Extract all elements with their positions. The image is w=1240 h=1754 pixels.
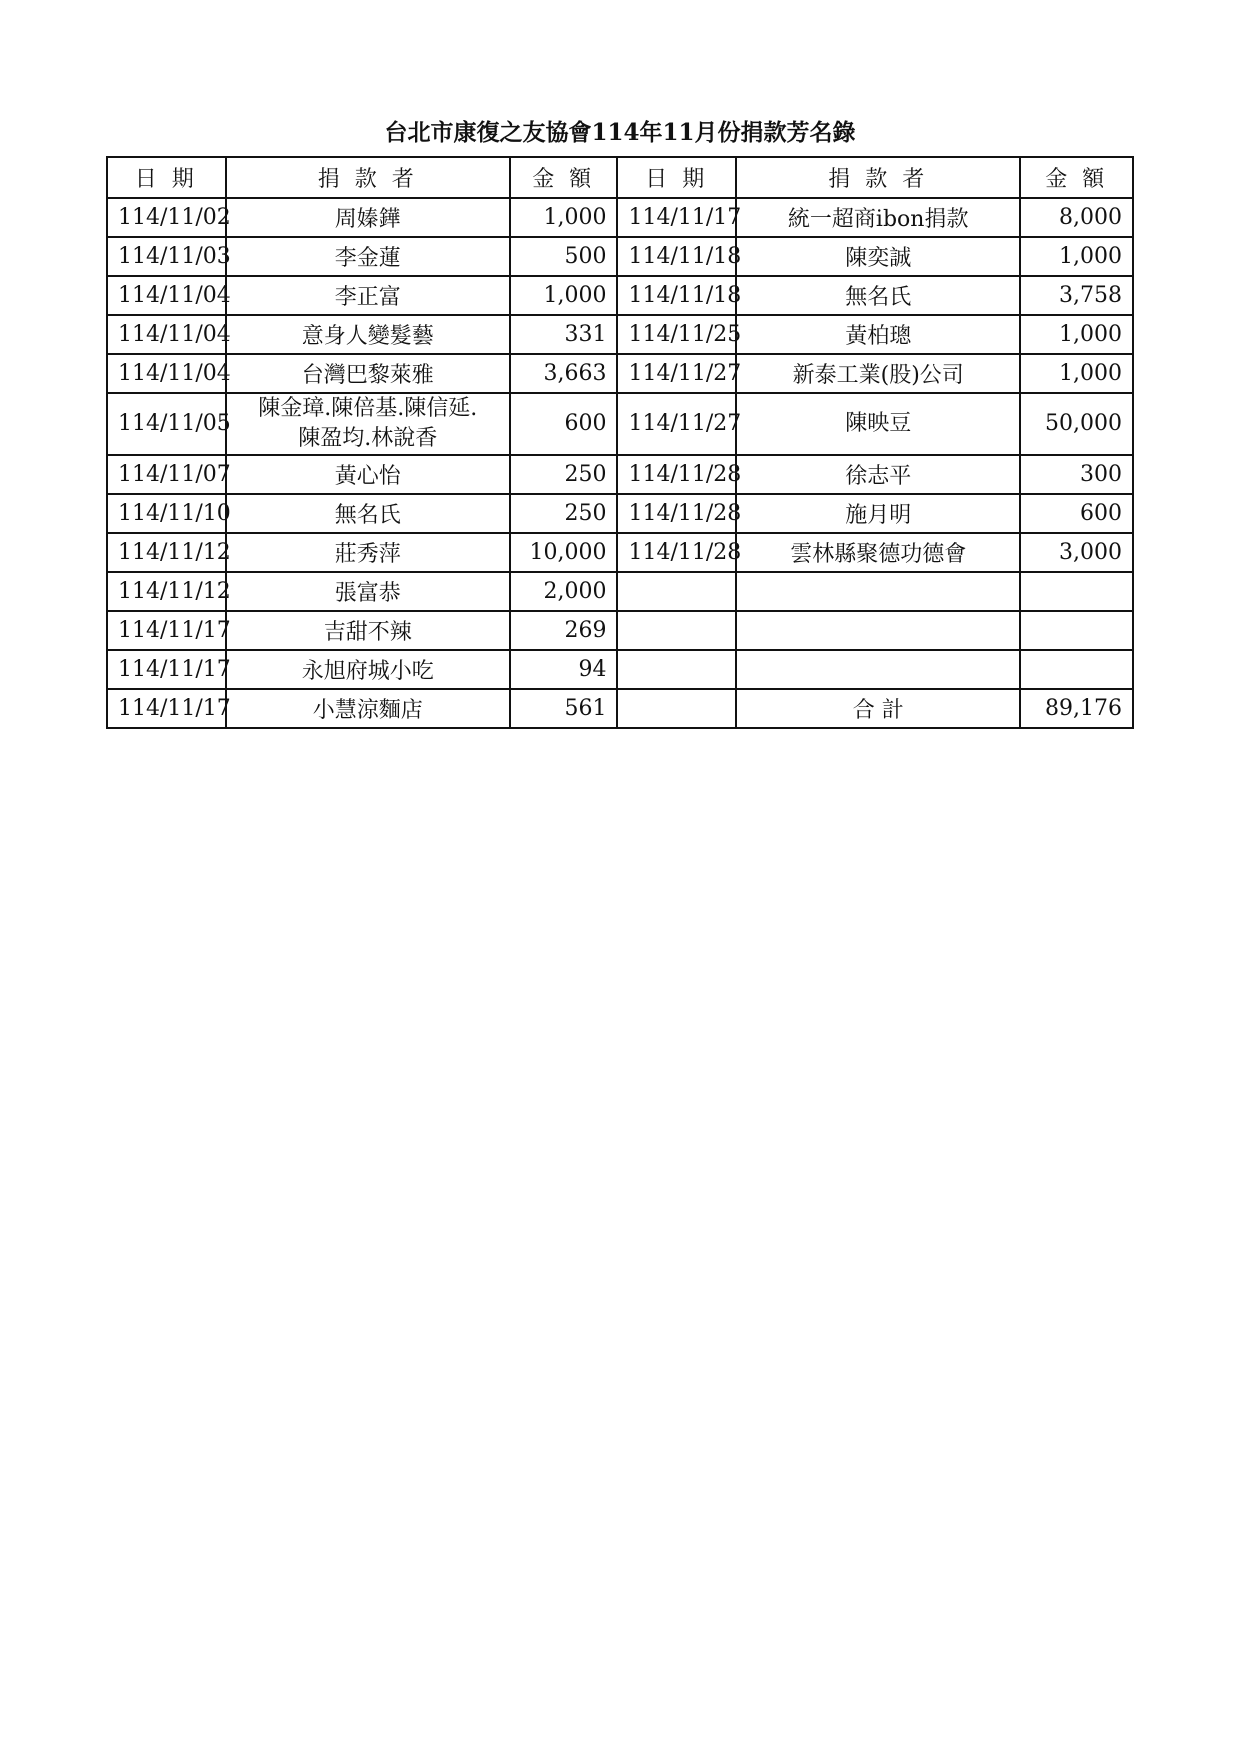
left-amount-cell: 269 <box>510 611 618 650</box>
table-row <box>107 315 1133 354</box>
donor-name-line: 永旭府城小吃 <box>301 659 434 684</box>
donor-name-line: 意身人變髮藝 <box>301 324 434 349</box>
table-row <box>107 494 1133 533</box>
left-date-cell: 114/11/04 <box>107 276 226 315</box>
left-date-cell: 114/11/03 <box>107 237 226 276</box>
left-date-cell: 114/11/02 <box>107 198 226 237</box>
donor-name-line: 李金蓮 <box>334 246 401 271</box>
donor-name-line: 陳金璋.陳倍基.陳信延. <box>258 396 478 421</box>
right-donor-cell: 黃柏璁 <box>736 315 1020 354</box>
table-row <box>107 354 1133 393</box>
left-donor-cell <box>226 494 510 533</box>
right-donor-cell: 合 計 <box>736 689 1020 728</box>
left-date-cell: 114/11/17 <box>107 689 226 728</box>
table-row <box>107 276 1133 315</box>
donor-name-line: 台灣巴黎萊雅 <box>301 363 434 388</box>
left-amount-cell: 2,000 <box>510 572 618 611</box>
left-donor-cell <box>226 315 510 354</box>
right-donor-cell: 雲林縣聚德功德會 <box>736 533 1020 572</box>
left-donor-cell <box>226 455 510 494</box>
left-donor-cell <box>226 354 510 393</box>
left-amount-cell: 3,663 <box>510 354 618 393</box>
left-donor-cell <box>226 198 510 237</box>
left-donor-cell <box>226 689 510 728</box>
right-donor-cell <box>736 572 1020 611</box>
left-donor-cell <box>226 393 510 455</box>
right-date-cell: 114/11/28 <box>617 455 736 494</box>
left-date-cell: 114/11/04 <box>107 315 226 354</box>
document-title: 台北市康復之友協會114年11月份捐款芳名錄 <box>384 119 856 146</box>
right-amount-cell: 8,000 <box>1020 198 1133 237</box>
donor-name-line: 李正富 <box>334 285 401 310</box>
left-date-cell: 114/11/07 <box>107 455 226 494</box>
left-amount-cell: 331 <box>510 315 618 354</box>
left-donor-cell <box>226 276 510 315</box>
right-amount-cell: 600 <box>1020 494 1133 533</box>
left-date-cell: 114/11/17 <box>107 650 226 689</box>
left-amount-cell: 250 <box>510 455 618 494</box>
left-donor-cell <box>226 533 510 572</box>
header-date-right: 日 期 <box>617 157 736 198</box>
donor-name-line: 周嫀鏵 <box>334 207 401 232</box>
right-date-cell: 114/11/28 <box>617 494 736 533</box>
left-amount-cell: 1,000 <box>510 276 618 315</box>
table-row <box>107 393 1133 455</box>
table-row <box>107 533 1133 572</box>
right-amount-cell <box>1020 572 1133 611</box>
donor-name-line: 張富恭 <box>334 581 401 606</box>
table-row <box>107 650 1133 689</box>
table-header-row <box>107 157 1133 198</box>
right-donor-cell <box>736 650 1020 689</box>
left-donor-cell <box>226 572 510 611</box>
right-date-cell: 114/11/18 <box>617 276 736 315</box>
left-date-cell: 114/11/05 <box>107 393 226 455</box>
left-amount-cell: 250 <box>510 494 618 533</box>
left-donor-cell <box>226 650 510 689</box>
table-row <box>107 237 1133 276</box>
right-amount-cell <box>1020 611 1133 650</box>
donor-name-line: 莊秀萍 <box>334 542 401 567</box>
donor-name-line: 無名氏 <box>334 503 401 528</box>
right-donor-cell: 徐志平 <box>736 455 1020 494</box>
right-date-cell <box>617 689 736 728</box>
donor-name-line: 吉甜不辣 <box>323 620 412 645</box>
right-amount-cell: 1,000 <box>1020 315 1133 354</box>
right-donor-cell: 陳映豆 <box>736 393 1020 455</box>
right-amount-cell: 89,176 <box>1020 689 1133 728</box>
table-row <box>107 572 1133 611</box>
left-donor-cell <box>226 611 510 650</box>
left-date-cell: 114/11/12 <box>107 533 226 572</box>
donor-name-line: 黃心怡 <box>334 464 401 489</box>
right-donor-cell: 陳奕誠 <box>736 237 1020 276</box>
right-amount-cell: 1,000 <box>1020 237 1133 276</box>
left-date-cell: 114/11/04 <box>107 354 226 393</box>
right-amount-cell: 1,000 <box>1020 354 1133 393</box>
right-amount-cell: 50,000 <box>1020 393 1133 455</box>
table-row <box>107 611 1133 650</box>
header-donor-left: 捐 款 者 <box>226 157 510 198</box>
donor-name-line: 小慧涼麵店 <box>312 698 423 723</box>
table-row <box>107 198 1133 237</box>
right-donor-cell: 施月明 <box>736 494 1020 533</box>
left-amount-cell: 500 <box>510 237 618 276</box>
right-date-cell: 114/11/28 <box>617 533 736 572</box>
right-amount-cell <box>1020 650 1133 689</box>
right-date-cell <box>617 650 736 689</box>
left-amount-cell: 1,000 <box>510 198 618 237</box>
left-date-cell: 114/11/12 <box>107 572 226 611</box>
table-row <box>107 689 1133 728</box>
right-donor-cell: 新泰工業(股)公司 <box>736 354 1020 393</box>
table-body <box>107 198 1133 728</box>
table-row <box>107 455 1133 494</box>
right-donor-cell: 無名氏 <box>736 276 1020 315</box>
right-amount-cell: 3,758 <box>1020 276 1133 315</box>
header-donor-right: 捐 款 者 <box>736 157 1020 198</box>
right-amount-cell: 3,000 <box>1020 533 1133 572</box>
left-date-cell: 114/11/17 <box>107 611 226 650</box>
right-date-cell <box>617 611 736 650</box>
right-date-cell: 114/11/27 <box>617 354 736 393</box>
right-date-cell: 114/11/18 <box>617 237 736 276</box>
header-amount-right: 金 額 <box>1020 157 1133 198</box>
right-donor-cell: 統一超商ibon捐款 <box>736 198 1020 237</box>
right-amount-cell: 300 <box>1020 455 1133 494</box>
left-amount-cell: 561 <box>510 689 618 728</box>
header-date-left: 日 期 <box>107 157 226 198</box>
left-amount-cell: 94 <box>510 650 618 689</box>
left-date-cell: 114/11/10 <box>107 494 226 533</box>
right-date-cell <box>617 572 736 611</box>
left-amount-cell: 600 <box>510 393 618 455</box>
left-amount-cell: 10,000 <box>510 533 618 572</box>
donor-name-line: 陳盈均.林說香 <box>298 426 438 451</box>
left-donor-cell <box>226 237 510 276</box>
donation-table <box>106 156 1134 729</box>
right-date-cell: 114/11/17 <box>617 198 736 237</box>
right-donor-cell <box>736 611 1020 650</box>
right-date-cell: 114/11/25 <box>617 315 736 354</box>
right-date-cell: 114/11/27 <box>617 393 736 455</box>
header-amount-left: 金 額 <box>510 157 618 198</box>
